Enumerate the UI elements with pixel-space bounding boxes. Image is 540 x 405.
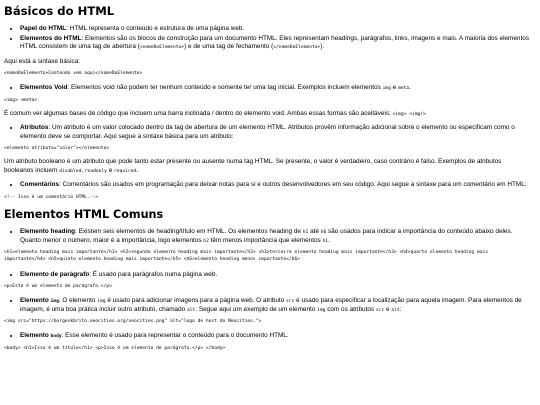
item-text: . Segue aqui um exemplo de um elemento [195,305,318,313]
item-text: : Elementos são os blocos de construção para um documento HTML. Eles representam headings, parágrafos, links, imagens e mais. A maioria dos elementos HTML consistem de uma tag de abertura ( [20,34,530,51]
paragraph-text: , [81,166,85,174]
paragraph-text: É comum ver algumas bases de código que incluem uma barra inclinada / dentro do elemento void. Ambas essas formas são aceitáveis: [4,109,393,117]
inline-code: img [97,299,106,305]
item-text: : Comentários são usados em programação para deixar notas para si e outros desenvolvedores em seu código. Aqui segue a sintaxe para um comentário em HTML: [59,181,527,189]
list-item [20,227,532,245]
paragraph-element-list [4,270,532,279]
list-item [20,296,532,314]
list-item [20,180,532,189]
inline-code: h6 [320,230,327,236]
item-text: têm menos importância que elementos [208,236,323,244]
inline-code: </nomeDoElemento> [273,45,321,51]
comment-list [4,180,532,189]
code-example: <h1>elemento heading mais importante</h1> <h2>segundo elemento heading mais importante</h2> <h3>terceiro elemento heading mais importante</h3> <h4>quarto elemento heading mais importante</h4> <h5>quinto elemento heading mais importante</h5> <h6>elemento heading menos importante</h6> [4,250,491,262]
code-example: <nomeDoElemento>Conteúdo vem aqui</nomeDoElemento> [4,71,143,77]
term [20,332,62,339]
inline-code: body [50,334,62,340]
paragraph-text: . [136,166,138,174]
term: Elementos do HTML [20,34,82,42]
code-example: <p>Este é um elemento de parágrafo.</p> [4,284,112,290]
paragraph: Aqui está a sintaxe básica: [4,57,81,65]
list-item [20,331,532,340]
basics-list [4,24,532,51]
term: Atributos [20,124,49,132]
inline-code: alt [391,307,400,313]
inline-code: h1 [302,230,309,236]
inline-code: required [114,168,137,174]
list-item [20,24,532,33]
item-text: é usado para especificar a localização para aquela imagem. Para elementos de imagem, é uma boa prática incluir outro atributo, chamado [20,297,522,313]
item-text: : Esse elemento é usado para representar o conteúdo para o documento HTML. [61,332,289,340]
inline-code: img [382,86,391,92]
section-title-basics: Básicos do HTML [4,4,115,18]
item-text: e [384,305,392,313]
term-text: Elemento [20,297,51,305]
list-item [20,123,532,141]
inline-code: img [317,307,326,313]
paragraph [4,110,532,118]
item-text: : [399,305,402,313]
code-example: <img> <meta> [4,97,38,103]
item-text: : Um atributo é um valor colocado dentro da tag de abertura de um elemento HTML. Atributos provêm informação adicional sobre o elemento ou especificam como o elemento deve se comportar. Aqui segue a sintaxe básica para um atributo: [20,124,515,140]
list-item [20,83,532,92]
item-text: : É usado para parágrafos numa página web. [89,270,218,278]
attr-list [4,123,532,141]
inline-code: <img> <img/> [392,111,426,117]
item-text: é usado para adicionar imagens para a página web. O atributo [105,297,287,305]
heading-list [4,227,532,245]
item-text: até [308,228,321,236]
item-text: : O elemento [58,297,98,305]
code-example: <!-- Isso é um comentário HTML.--> [4,194,99,200]
list-item [20,34,532,52]
term: Elemento heading [20,228,76,236]
term: Papel do HTML [20,25,67,33]
inline-code: src [375,307,385,313]
paragraph-text: e [106,166,115,174]
item-text: : Elementos void não podem ter nenhum conteúdo e somente ter uma tag inicial. Exemplos incluem elementos [67,84,383,92]
item-text: são usados para indicar a importância do conteúdo abaixo deles. Quanto menor o número, maior é a importância, logo elementos [20,228,513,244]
item-text: . [328,236,330,244]
inline-code: readonly [84,168,107,174]
inline-code: alt [186,307,196,313]
paragraph-text: Um atributo booleano é um atributo que pode tanto estar presente ou ausente numa tag HTML. Se presente, o valor é verdadeiro, caso contrário é falso. Exemplos de atributos booleanos incluem [4,158,502,174]
paragraph [4,158,532,175]
inline-code: src [286,299,295,305]
item-text: com os atributos [325,305,376,313]
body-element-list [4,331,532,340]
term: Comentários [20,181,60,189]
code-example: <img src="https://borgeskbrito.neocities.org/neocities.png" alt="logo de host do Neocities."> [4,319,262,325]
list-item [20,270,532,279]
inline-code: <nomeDoElemento> [139,45,185,51]
term: Elemento de parágrafo [20,270,90,278]
inline-code: h2 [203,238,209,244]
term [20,297,59,304]
term: Elementos Void [20,84,68,92]
code-example: <elemento atributo="valor"></elemento> [4,146,110,152]
img-element-list [4,296,532,314]
inline-code: meta [397,86,410,92]
term-text: Elemento [20,332,51,340]
item-text: ). [320,43,325,51]
section-title-common-elements: Elementos HTML Comuns [4,207,164,221]
item-text: e [390,84,398,92]
item-text: . [409,84,411,92]
item-text: ) e de uma tag de fechamento ( [184,43,274,51]
inline-code: disabled [59,168,82,174]
item-text: : Existem seis elementos de heading/título em HTML. Os elementos heading de [75,228,303,236]
inline-code: h1 [322,238,329,244]
inline-code: img [50,299,59,305]
void-list [4,83,532,92]
code-example: <body> <h1>Isso é um título</h1> <p>Isso é um elemento de parágrafo.</p> </body> [4,345,226,351]
item-text: : HTML representa o conteúdo e estrutura de uma página web. [66,25,245,33]
